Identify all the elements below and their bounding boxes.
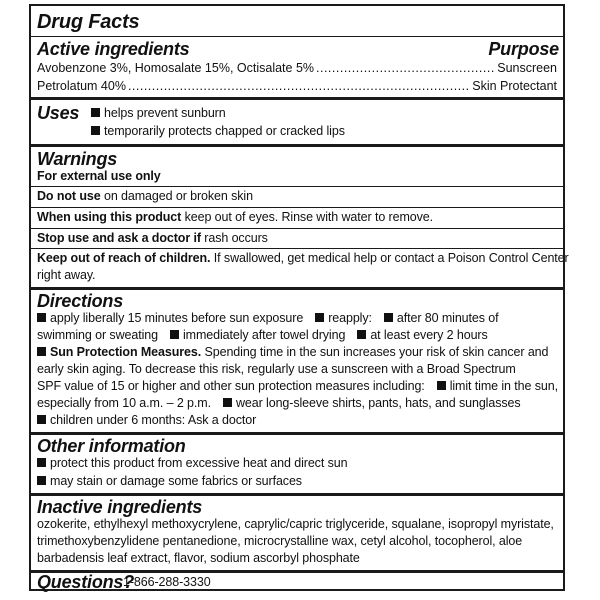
bullet-square-icon <box>37 415 46 424</box>
inactive-line-3: barbadensis leaf extract, flavor, sodium ascorbyl phosphate <box>37 551 360 565</box>
bullet-square-icon <box>315 313 324 322</box>
questions-phone: 1-866-288-3330 <box>123 575 211 589</box>
bullet-square-icon <box>37 313 46 322</box>
directions-line-2: swimming or sweating immediately after towel drying at least every 2 hours <box>37 328 488 342</box>
ingredient-name: Petrolatum 40% <box>37 79 126 93</box>
bullet-square-icon <box>37 458 46 467</box>
warning-divider <box>31 207 563 208</box>
bullet-square-icon <box>37 347 46 356</box>
bullet-square-icon <box>91 108 100 117</box>
ingredient-purpose: Skin Protectant <box>472 79 557 93</box>
directions-line-1: apply liberally 15 minutes before sun exposure reapply: after 80 minutes of <box>37 310 557 327</box>
warning-divider <box>31 228 563 229</box>
section-divider <box>31 287 563 290</box>
bullet-square-icon <box>223 398 232 407</box>
drug-facts-panel <box>29 4 569 592</box>
directions-heading: Directions <box>37 291 124 311</box>
uses-heading: Uses <box>37 103 80 123</box>
bullet-square-icon <box>437 381 446 390</box>
active-ingredients-heading: Active ingredients <box>37 39 190 59</box>
directions-line-7: children under 6 months: Ask a doctor <box>37 412 557 429</box>
stop-use-row: Stop use and ask a doctor if rash occurs <box>37 231 268 245</box>
do-not-use-row: Do not use on damaged or broken skin <box>37 189 253 203</box>
questions-heading: Questions? <box>37 572 135 592</box>
active-ingredient-row-2 <box>37 78 557 95</box>
section-divider <box>31 97 563 100</box>
leader-dots <box>316 60 495 77</box>
warnings-heading: Warnings <box>37 149 118 169</box>
bullet-square-icon <box>384 313 393 322</box>
keep-out-row: Keep out of reach of children. If swallowed, get medical help or contact a Poison Control Center <box>37 251 569 265</box>
section-divider <box>31 493 563 496</box>
purpose-heading: Purpose <box>488 39 559 59</box>
drug-facts-title: Drug Facts <box>37 11 140 33</box>
other-item-2: may stain or damage some fabrics or surfaces <box>37 473 557 490</box>
directions-line-6: especially from 10 a.m. – 2 p.m. wear long-sleeve shirts, pants, hats, and sunglasses <box>37 396 521 410</box>
leader-dots <box>128 78 470 95</box>
directions-line-5: SPF value of 15 or higher and other sun protection measures including: limit time in the sun, <box>37 379 558 393</box>
bullet-square-icon <box>91 126 100 135</box>
external-use-text: For external use only <box>37 169 161 183</box>
ingredient-purpose: Sunscreen <box>497 61 557 75</box>
inactive-line-2: trimethoxybenzylidene pentanedione, microcrystalline wax, cetyl alcohol, tocopherol, aloe <box>37 534 523 548</box>
title-divider <box>31 36 563 37</box>
when-using-row: When using this product keep out of eyes. Rinse with water to remove. <box>37 210 433 224</box>
other-item-1: protect this product from excessive heat and direct sun <box>37 455 557 472</box>
warning-divider <box>31 186 563 187</box>
directions-line-4: early skin aging. To decrease this risk, regularly use a sunscreen with a Broad Spectrum <box>37 362 516 376</box>
uses-item-2: temporarily protects chapped or cracked lips <box>91 123 557 140</box>
inactive-line-1: ozokerite, ethylhexyl methoxycrylene, caprylic/capric triglyceride, squalane, isopropyl myristate, <box>37 517 554 531</box>
active-ingredient-row-1 <box>37 60 557 77</box>
directions-line-3: Sun Protection Measures. Spending time in the sun increases your risk of skin cancer and <box>37 344 557 361</box>
ingredient-name: Avobenzone 3%, Homosalate 15%, Octisalate 5% <box>37 61 315 75</box>
bullet-square-icon <box>170 330 179 339</box>
inactive-ingredients-heading: Inactive ingredients <box>37 497 203 517</box>
bullet-square-icon <box>357 330 366 339</box>
keep-out-row-cont: right away. <box>37 268 96 282</box>
warning-divider <box>31 248 563 249</box>
bullet-square-icon <box>37 476 46 485</box>
uses-item-1: helps prevent sunburn <box>91 105 557 122</box>
section-divider <box>31 144 563 147</box>
section-divider <box>31 432 563 435</box>
other-information-heading: Other information <box>37 436 186 456</box>
